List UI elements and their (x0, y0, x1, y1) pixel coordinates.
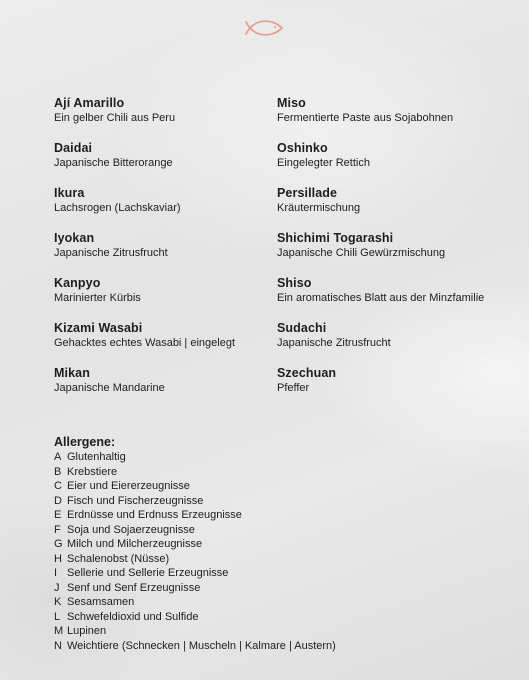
allergen-label: Glutenhaltig (67, 451, 126, 463)
allergen-code: L (54, 610, 61, 623)
glossary-entry (54, 366, 274, 411)
glossary-description: Japanische Zitrusfrucht (277, 337, 391, 349)
allergen-list (54, 435, 524, 653)
glossary-entry (277, 276, 527, 321)
allergen-label: Lupinen (67, 625, 107, 637)
glossary-entry (54, 231, 274, 276)
glossary-term: Kizami Wasabi (54, 321, 143, 335)
glossary-entry (54, 276, 274, 321)
allergen-code: C (54, 480, 62, 492)
allergen-label: Schwefeldioxid und Sulfide (67, 610, 199, 623)
glossary-entry (54, 141, 274, 186)
allergen-code: M (54, 625, 64, 637)
allergen-code: N (54, 639, 62, 652)
allergen-item (54, 595, 524, 610)
glossary-description: Kräutermischung (277, 202, 361, 214)
allergen-item (54, 508, 524, 523)
allergen-label: Eier und Eiererzeugnisse (67, 480, 190, 492)
allergen-label: Soja und Sojaerzeugnisse (67, 523, 195, 536)
allergen-item (54, 494, 524, 509)
allergen-code: J (54, 581, 60, 594)
allergen-label: Sesamsamen (67, 596, 135, 608)
glossary-term: Kanpyo (54, 276, 101, 290)
allergen-label: Milch und Milcherzeugnisse (67, 538, 203, 550)
allergen-code: H (54, 552, 62, 565)
glossary-term: Szechuan (277, 366, 337, 380)
allergen-code: B (54, 465, 62, 478)
allergens-title: Allergene: (54, 435, 116, 449)
glossary-column-left (54, 96, 274, 411)
allergen-item (54, 537, 524, 552)
allergen-items (54, 450, 524, 653)
allergen-label: Senf und Senf Erzeugnisse (67, 581, 201, 594)
allergen-label: Sellerie und Sellerie Erzeugnisse (67, 567, 229, 579)
glossary-entry (277, 141, 527, 186)
glossary-term: Miso (277, 96, 306, 110)
allergen-label: Fisch und Fischerzeugnisse (67, 494, 204, 507)
allergen-item (54, 639, 524, 654)
glossary-entry (54, 186, 274, 231)
allergen-label: Schalenobst (Nüsse) (67, 552, 170, 565)
glossary-description: Fermentierte Paste aus Sojabohnen (277, 112, 454, 124)
glossary-term: Oshinko (277, 141, 328, 155)
allergen-code: G (54, 538, 63, 550)
glossary-description: Eingelegter Rettich (277, 157, 370, 169)
allergen-code: F (54, 523, 61, 536)
glossary-description: Marinierter Kürbis (54, 292, 141, 304)
glossary-term: Persillade (277, 186, 338, 200)
glossary-entry (277, 186, 527, 231)
glossary-term: Shiso (277, 276, 312, 290)
allergen-label: Erdnüsse und Erdnuss Erzeugnisse (67, 509, 242, 521)
glossary-description: Pfeffer (277, 382, 310, 394)
glossary-description: Japanische Chili Gewürzmischung (277, 247, 446, 259)
glossary-description: Ein aromatisches Blatt aus der Minzfamilie (277, 292, 485, 304)
glossary-term: Daidai (54, 141, 93, 155)
allergen-item (54, 450, 524, 465)
glossary-description: Japanische Zitrusfrucht (54, 247, 168, 259)
allergen-item (54, 465, 524, 480)
glossary-entry (54, 321, 274, 366)
glossary-term: Ají Amarillo (54, 96, 125, 110)
allergen-item (54, 552, 524, 567)
glossary-entry (277, 321, 527, 366)
glossary-entry (277, 231, 527, 276)
allergen-item (54, 581, 524, 596)
allergen-item (54, 624, 524, 639)
allergen-item (54, 610, 524, 625)
glossary-description: Ein gelber Chili aus Peru (54, 112, 176, 124)
glossary-term: Mikan (54, 366, 90, 380)
allergen-code: K (54, 596, 62, 608)
glossary-entry (277, 366, 527, 411)
glossary-term: Ikura (54, 186, 85, 200)
glossary-description: Japanische Bitterorange (54, 157, 173, 169)
glossary-entry (277, 96, 527, 141)
glossary-term: Shichimi Togarashi (277, 231, 394, 245)
glossary-term: Sudachi (277, 321, 327, 335)
allergen-code: E (54, 509, 62, 521)
allergen-item (54, 523, 524, 538)
allergen-item (54, 566, 524, 581)
glossary-column-right (277, 96, 527, 411)
allergen-label: Weichtiere (Schnecken | Muscheln | Kalmare | Austern) (67, 639, 336, 652)
glossary-entry (54, 96, 274, 141)
allergen-code: D (54, 494, 62, 507)
allergen-item (54, 479, 524, 494)
allergen-label: Krebstiere (67, 465, 118, 478)
glossary-term: Iyokan (54, 231, 95, 245)
allergen-code: A (54, 451, 62, 463)
glossary-description: Lachsrogen (Lachskaviar) (54, 202, 181, 214)
glossary-description: Japanische Mandarine (54, 382, 165, 394)
glossary-description: Gehacktes echtes Wasabi | eingelegt (54, 337, 235, 349)
fish-icon (244, 16, 286, 40)
allergen-code: I (54, 567, 58, 579)
